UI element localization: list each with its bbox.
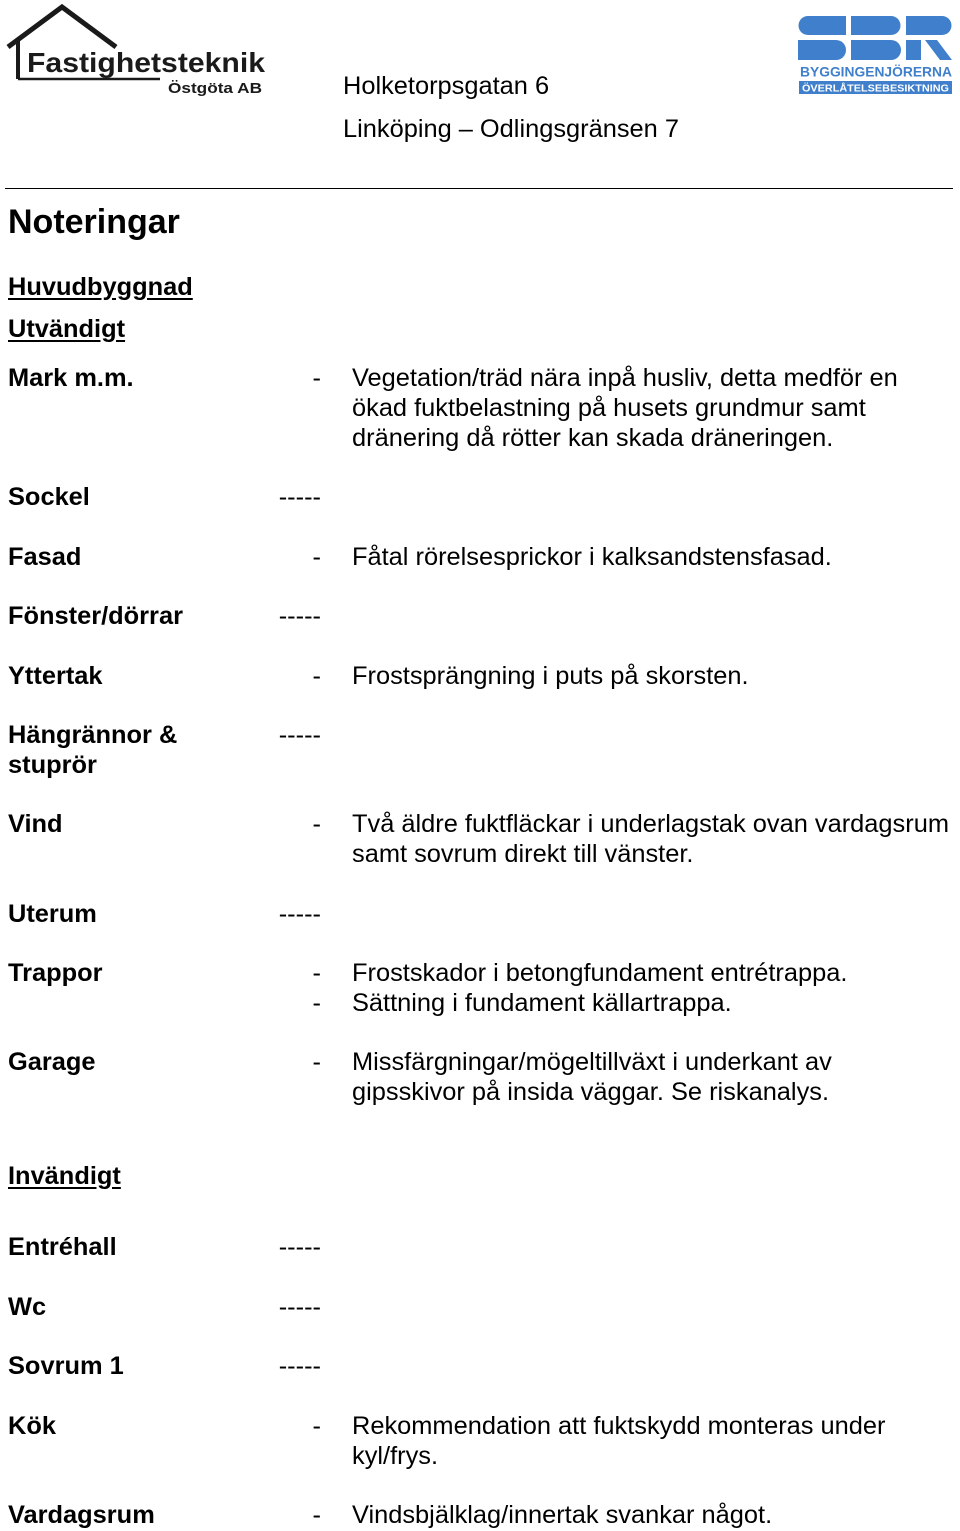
company-logo-name: Fastighetsteknik (27, 47, 266, 78)
row-label: Wc (8, 1293, 47, 1321)
header-divider (5, 188, 953, 189)
note (0, 989, 960, 1019)
note-row-trappor (0, 959, 960, 1019)
row-label: Garage (8, 1048, 96, 1076)
note (0, 1412, 960, 1472)
note (0, 602, 960, 632)
sbr-logo (795, 10, 955, 100)
dash-marker: - (312, 662, 321, 690)
sbr-letters-icon (798, 16, 952, 60)
note-row-mark (0, 364, 960, 453)
dash-marker: - (312, 959, 321, 987)
note-row-fonster-dorrar (0, 602, 960, 632)
note (0, 1352, 960, 1382)
note (0, 1048, 960, 1108)
dash-marker: ----- (278, 1293, 321, 1321)
row-label: Fasad (8, 543, 82, 571)
company-logo-subname: Östgöta AB (168, 80, 263, 97)
row-label: Hängrännor & stuprör (8, 721, 178, 779)
note (0, 1293, 960, 1323)
dash-marker: - (312, 1048, 321, 1076)
dash-marker: - (312, 364, 321, 392)
note (0, 543, 960, 573)
note-line: Frostsprängning i puts på skorsten. (352, 662, 749, 690)
row-label: Fönster/dörrar (8, 602, 183, 630)
note-line: Vindsbjälklag/innertak svankar något. (352, 1501, 773, 1529)
dash-marker: ----- (278, 900, 321, 928)
row-label: Vind (8, 810, 63, 838)
exterior-heading: Utvändigt (8, 315, 126, 343)
row-label: Mark m.m. (8, 364, 134, 392)
row-label: Sockel (8, 483, 90, 511)
note-line: Frostskador i betongfundament entrétrappa. (352, 959, 848, 987)
company-logo (0, 0, 270, 100)
note-line: samt sovrum direkt till vänster. (352, 839, 694, 868)
note-row-hangrannor (0, 721, 960, 779)
note-row-garage (0, 1048, 960, 1108)
note-row-sovrum-1 (0, 1352, 960, 1382)
note-row-uterum (0, 900, 960, 930)
dash-marker: - (312, 1412, 321, 1440)
note (0, 662, 960, 692)
row-label: Kök (8, 1412, 56, 1440)
note (0, 1233, 960, 1263)
building-heading: Huvudbyggnad (8, 273, 193, 301)
note (0, 1501, 960, 1531)
note-line: ökad fuktbelastning på husets grundmur samt (352, 393, 866, 422)
dash-marker: - (312, 988, 321, 1017)
note-row-vind (0, 810, 960, 870)
row-label: Trappor (8, 959, 103, 987)
note-line: kyl/frys. (352, 1441, 439, 1470)
note-line: dränering då rötter kan skada dräneringen. (352, 423, 834, 452)
note (0, 959, 960, 989)
note-row-kok (0, 1412, 960, 1472)
dash-marker: ----- (278, 1352, 321, 1380)
dash-marker: - (312, 810, 321, 838)
note-line: Vegetation/träd nära inpå husliv, detta medför en (352, 364, 898, 392)
note-line: gipsskivor på insida väggar. Se riskanalys. (352, 1077, 830, 1106)
sbr-logo-line1: BYGGINGENJÖRERNA (800, 63, 952, 80)
note-line: Två äldre fuktfläckar i underlagstak ovan vardagsrum (352, 810, 949, 838)
dash-marker: - (312, 1501, 321, 1529)
dash-marker: ----- (278, 483, 321, 511)
note (0, 810, 960, 870)
note-row-yttertak (0, 662, 960, 692)
note-row-entrehall (0, 1233, 960, 1263)
address-line-1: Holketorpsgatan 6 (343, 72, 550, 100)
row-label: Uterum (8, 900, 97, 928)
row-label: Sovrum 1 (8, 1352, 124, 1380)
dash-marker: ----- (278, 1233, 321, 1261)
note (0, 721, 960, 751)
row-label: Vardagsrum (8, 1501, 155, 1529)
note-row-fasad (0, 543, 960, 573)
note-line: Sättning i fundament källartrappa. (352, 988, 732, 1017)
note-row-wc (0, 1293, 960, 1323)
note-row-vardagsrum (0, 1501, 960, 1531)
dash-marker: ----- (278, 721, 321, 749)
address-line-2: Linköping – Odlingsgränsen 7 (343, 115, 679, 143)
row-label: Entréhall (8, 1233, 117, 1261)
page-title: Noteringar (8, 203, 180, 241)
note-line: Missfärgningar/mögeltillväxt i underkant av (352, 1048, 832, 1076)
sbr-logo-line2: ÖVERLÅTELSEBESIKTNING (802, 82, 945, 95)
row-label: Yttertak (8, 662, 103, 690)
note-line: Fåtal rörelsesprickor i kalksandstensfasad. (352, 543, 832, 571)
note-row-sockel (0, 483, 960, 513)
dash-marker: - (312, 543, 321, 571)
interior-heading: Invändigt (8, 1162, 121, 1190)
note (0, 364, 960, 453)
note (0, 483, 960, 513)
dash-marker: ----- (278, 602, 321, 630)
note (0, 900, 960, 930)
note-line: Rekommendation att fuktskydd monteras under (352, 1412, 886, 1440)
